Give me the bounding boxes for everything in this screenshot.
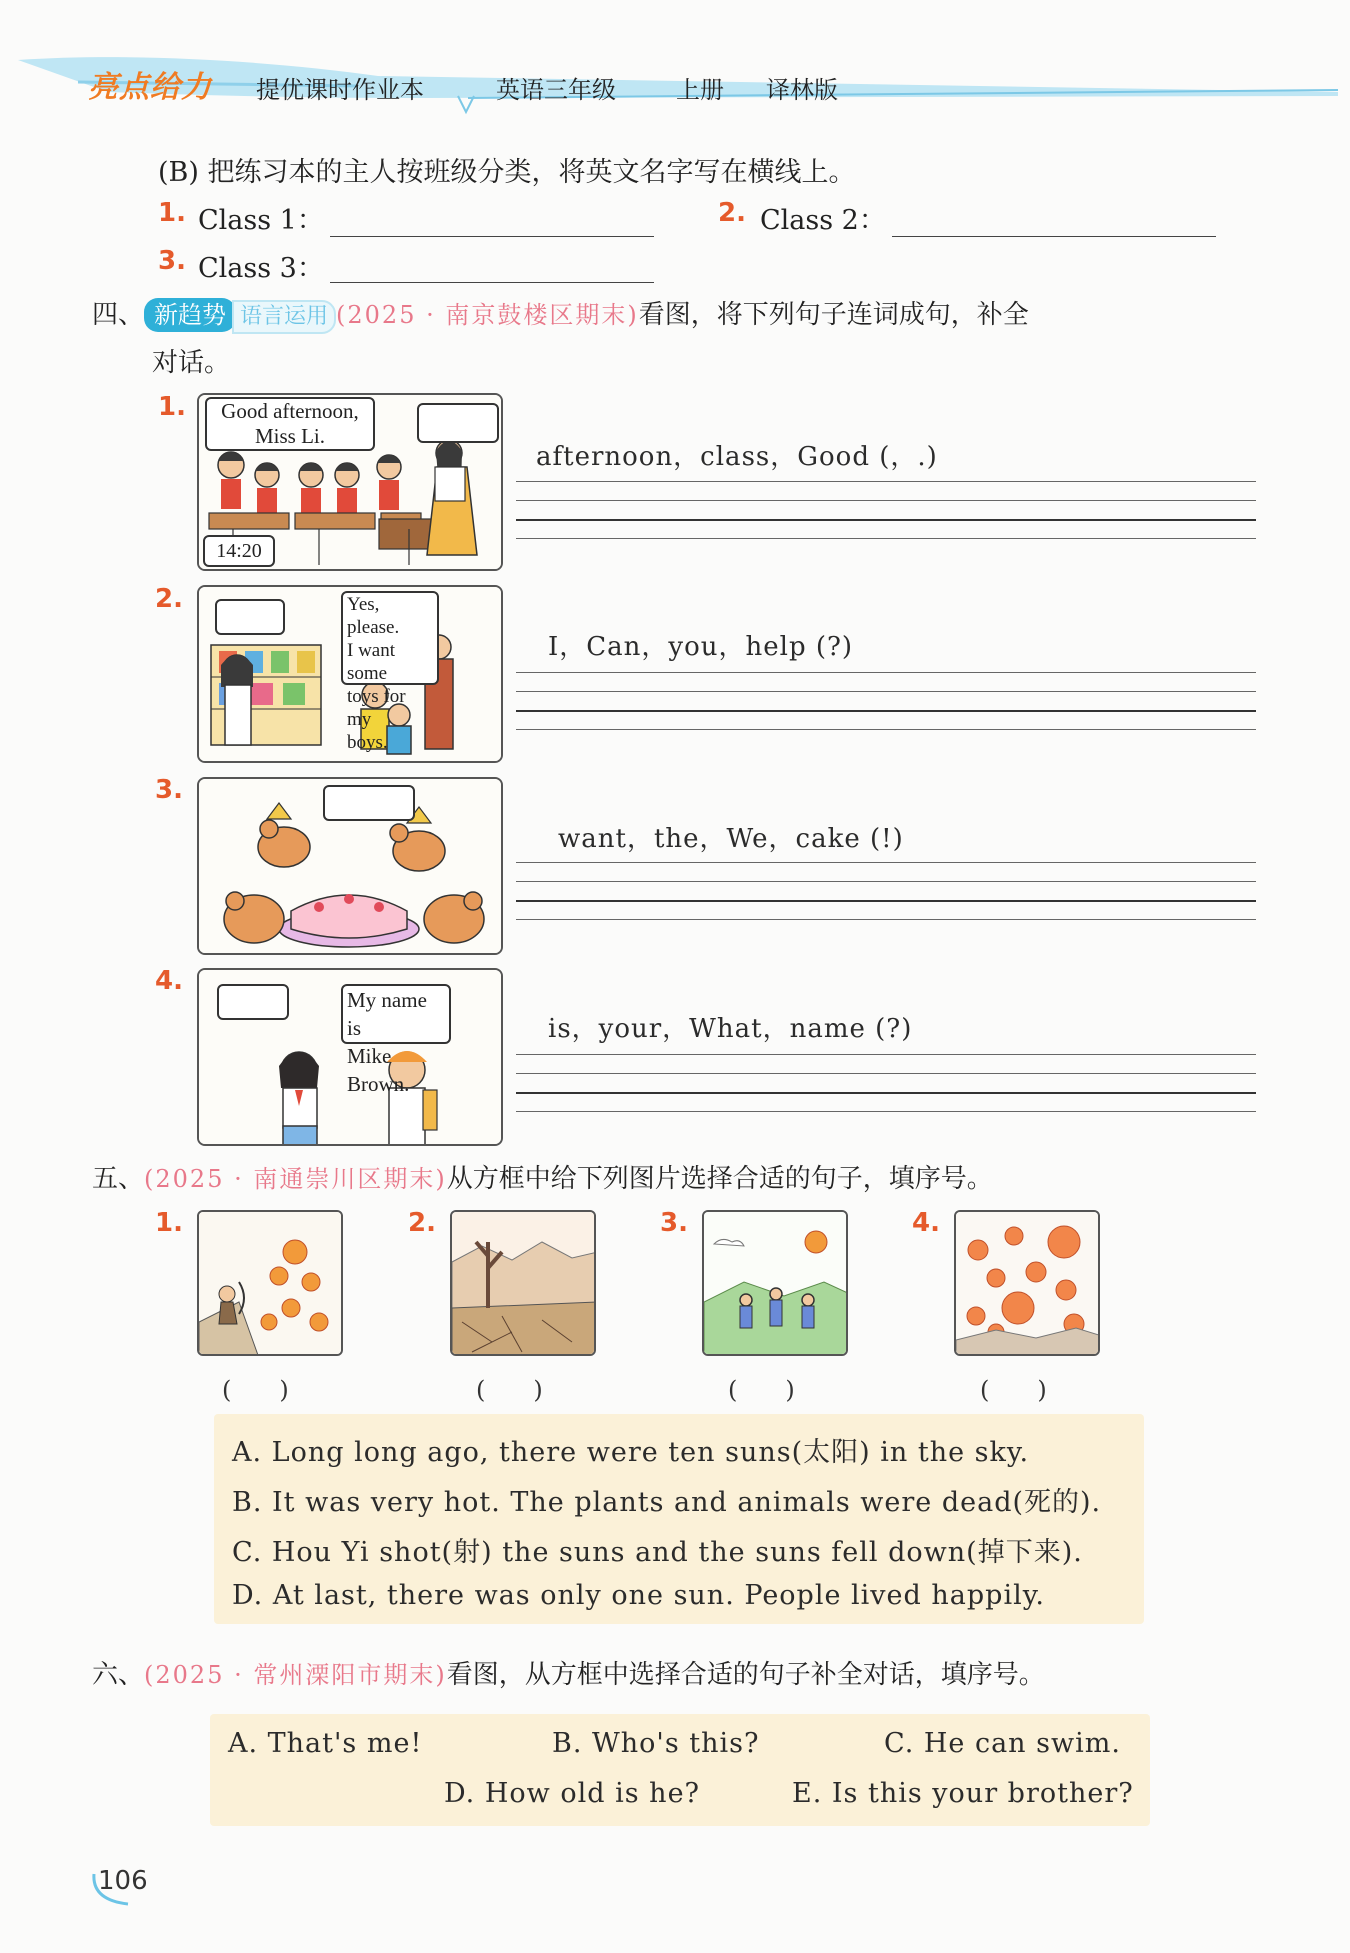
option-C: C. He can swim. [884,1728,1121,1759]
brand-logo: 亮点给力 [88,70,212,105]
archer-picture [197,1210,343,1356]
q4-num-4: 4. [155,966,183,996]
ten-suns-icon [956,1212,1100,1356]
section4-heading [92,294,1029,334]
writing-line [516,729,1256,730]
answer-line-class2[interactable] [892,236,1216,237]
writing-line [516,1054,1256,1055]
bubble-text-2: Miss Li. [254,424,325,448]
writing-line[interactable] [516,710,1256,712]
answer-line-class1[interactable] [330,236,654,237]
section4-index: 四、 [92,300,145,330]
section6-source: (2025 · 常州溧阳市期末) [144,1661,447,1689]
writing-line [516,538,1256,539]
drought-land-icon [452,1212,596,1356]
partB-label-2: Class 2： [760,205,886,236]
option-A: A. That's me! [228,1728,423,1759]
speech-bubble-teacher-empty[interactable] [417,403,499,443]
archer-shooting-suns-icon [199,1212,343,1356]
people-one-sun-icon [704,1212,848,1356]
writing-line [516,672,1256,673]
writing-line[interactable] [516,900,1256,902]
bubble-text-1: Good afternoon, [221,399,359,423]
speech-bubble-mice-empty[interactable] [323,785,415,821]
option-E: E. Is this your brother? [792,1778,1134,1809]
q4-3-words: want，the，We，cake (!) [558,824,904,854]
writing-line[interactable] [516,519,1256,521]
s5-num-2: 2. [408,1208,436,1238]
answer-blank-4[interactable]: ( ) [980,1376,1047,1404]
option-B: B. Who's this? [552,1728,760,1759]
header-subject: 英语三年级 [496,76,616,104]
header-edition: 译林版 [766,76,838,104]
section5-heading [92,1158,993,1195]
q4-1-words: afternoon，class，Good (，.) [536,442,938,472]
option-B: B. It was very hot. The plants and animals were dead(死的). [232,1487,1102,1518]
section5-source: (2025 · 南通崇川区期末) [144,1165,447,1193]
happy-people-picture [702,1210,848,1356]
classroom-picture [197,393,503,571]
bubble-line: toys for my [347,686,406,730]
header-volume: 上册 [676,76,724,104]
toyshop-picture [197,585,503,763]
ten-suns-picture [954,1210,1100,1356]
bubble-line: My name is [347,988,427,1040]
writing-line [516,481,1256,482]
writing-line [516,500,1256,501]
section6-heading [92,1654,1045,1691]
section4-instruction: 看图，将下列句子连词成句，补全 [638,300,1029,330]
section5-instruction: 从方框中给下列图片选择合适的句子，填序号。 [446,1164,993,1194]
answer-blank-3[interactable]: ( ) [728,1376,795,1404]
writing-line [516,919,1256,920]
bubble-line: I want some [347,640,396,684]
tag-language-use: 语言运用 [232,300,336,334]
bubble-line: Mike Brown. [347,1044,410,1096]
q4-num-1: 1. [158,392,186,422]
speech-bubble-boy [341,984,451,1096]
drought-picture [450,1210,596,1356]
option-C: C. Hou Yi shot(射) the suns and the suns fell down(掉下来). [232,1537,1083,1568]
q4-4-words: is，your，What，name (?) [548,1014,913,1044]
partB-label-3: Class 3： [198,253,324,284]
header-subtitle: 提优课时作业本 [256,76,424,104]
q4-num-2: 2. [155,584,183,614]
writing-line [516,862,1256,863]
section5-index: 五、 [92,1164,145,1194]
page-header [18,48,1338,118]
birthday-cake-picture [197,777,503,955]
section6-instruction: 看图，从方框中选择合适的句子补全对话，填序号。 [446,1660,1045,1690]
section4-source: (2025 · 南京鼓楼区期末) [336,301,639,329]
writing-line [516,1111,1256,1112]
q4-2-words: I，Can，you，help (?) [548,632,854,662]
partB-label-1: Class 1： [198,205,324,236]
speech-bubble-clerk-empty[interactable] [215,599,285,635]
section6-index: 六、 [92,1660,145,1690]
writing-line [516,881,1256,882]
introduction-picture [197,968,503,1146]
s5-num-1: 1. [155,1208,183,1238]
partB-num-1: 1. [158,198,186,228]
option-A: A. Long long ago, there were ten suns(太阳) in the sky. [232,1437,1030,1468]
partB-instruction: (B) 把练习本的主人按班级分类，将英文名字写在横线上。 [158,157,856,188]
partB-num-3: 3. [158,246,186,276]
speech-bubble-students [205,397,375,451]
option-D: D. How old is he? [444,1778,701,1809]
speech-bubble-mother [341,591,439,753]
speech-bubble-girl-empty[interactable] [217,984,289,1020]
partB-num-2: 2. [718,198,746,228]
page-number: 106 [98,1866,148,1896]
option-D: D. At last, there was only one sun. People lived happily. [232,1580,1045,1611]
bubble-line: boys. [347,732,388,753]
answer-blank-1[interactable]: ( ) [222,1376,289,1404]
s5-num-4: 4. [912,1208,940,1238]
bubble-line: Yes, please. [347,594,400,638]
tag-new-trend: 新趋势 [144,298,236,332]
writing-line [516,1073,1256,1074]
answer-line-class3[interactable] [330,282,654,283]
answer-blank-2[interactable]: ( ) [476,1376,543,1404]
writing-line [516,691,1256,692]
clock-time: 14:20 [203,535,275,567]
q4-num-3: 3. [155,775,183,805]
section4-instruction-cont: 对话。 [152,348,231,378]
writing-line[interactable] [516,1092,1256,1094]
s5-num-3: 3. [660,1208,688,1238]
